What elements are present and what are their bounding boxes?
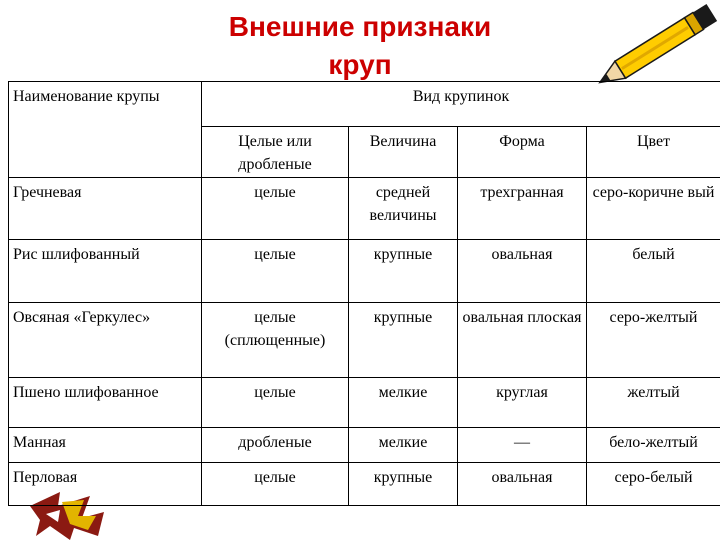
table-row: [9, 378, 720, 428]
row-color: желтый: [587, 378, 720, 428]
row-name: Гречневая: [9, 178, 202, 240]
row-shape: круглая: [458, 378, 587, 428]
subheader-color: Цвет: [587, 126, 720, 177]
subheader-type: Целые или дробленые: [202, 126, 349, 177]
row-size: средней величины: [349, 178, 458, 240]
row-size: крупные: [349, 463, 458, 506]
row-shape: овальная плоская: [458, 303, 587, 378]
row-type: целые: [202, 463, 349, 506]
row-shape: трехгранная: [458, 178, 587, 240]
row-shape: овальная: [458, 240, 587, 303]
row-shape: —: [458, 428, 587, 463]
table-row: [9, 240, 720, 303]
row-color: бело-желтый: [587, 428, 720, 463]
row-type: дробленые: [202, 428, 349, 463]
name-column-header: Наименование крупы: [9, 82, 202, 178]
page-title: [150, 8, 570, 84]
row-color: серо-белый: [587, 463, 720, 506]
row-name: Овсяная «Геркулес»: [9, 303, 202, 378]
row-shape: овальная: [458, 463, 587, 506]
row-type: целые: [202, 178, 349, 240]
row-name: Рис шлифованный: [9, 240, 202, 303]
table-header-row: [9, 82, 720, 127]
row-color: серо-желтый: [587, 303, 720, 378]
row-size: крупные: [349, 303, 458, 378]
row-color: серо-коричне вый: [587, 178, 720, 240]
table-row: [9, 463, 720, 506]
table-row: [9, 178, 720, 240]
title-line-2: круп: [328, 49, 392, 80]
subheader-size: Величина: [349, 126, 458, 177]
row-color: белый: [587, 240, 720, 303]
row-name: Пшено шлифованное: [9, 378, 202, 428]
title-line-1: Внешние признаки: [228, 11, 492, 42]
row-name: Манная: [9, 428, 202, 463]
row-type: целые: [202, 378, 349, 428]
table-row: [9, 303, 720, 378]
row-size: мелкие: [349, 378, 458, 428]
group-header: Вид крупинок: [202, 82, 720, 127]
row-size: крупные: [349, 240, 458, 303]
subheader-shape: Форма: [458, 126, 587, 177]
crops-table: [8, 81, 720, 506]
row-size: мелкие: [349, 428, 458, 463]
row-type: целые (сплющенные): [202, 303, 349, 378]
row-type: целые: [202, 240, 349, 303]
row-name: Перловая: [9, 463, 202, 506]
table-row: [9, 428, 720, 463]
